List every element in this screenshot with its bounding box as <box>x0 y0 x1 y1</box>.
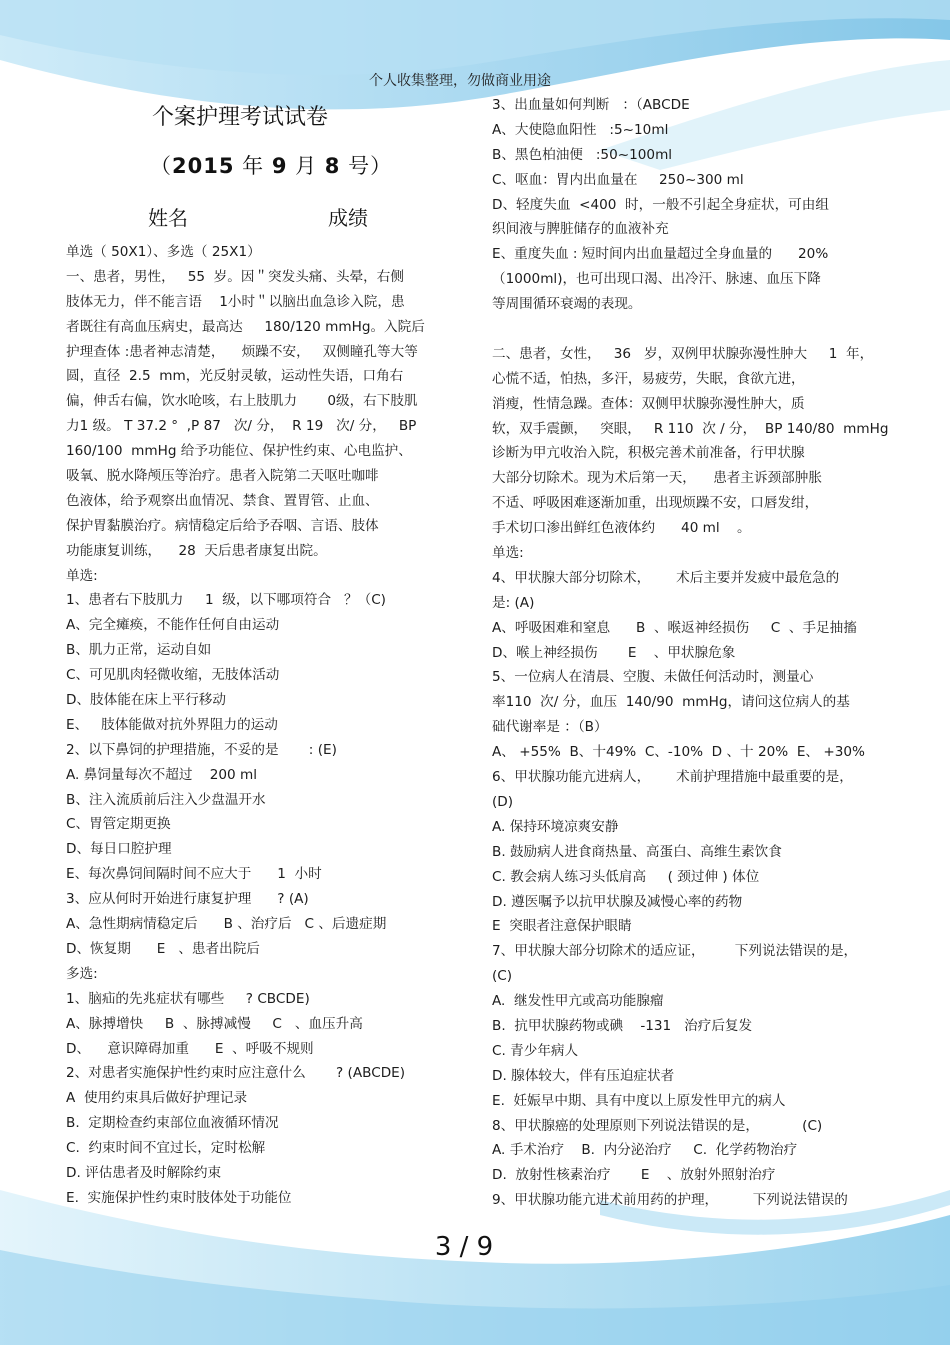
date-month-unit: 月 <box>287 154 325 178</box>
exam-date <box>150 150 392 180</box>
watermark-text: 个人收集整理，勿做商业用途 <box>369 73 551 89</box>
text-line: D、 意识障碍加重 E 、呼吸不规则 <box>66 1040 314 1057</box>
page-number: 3 / 9 <box>434 1232 494 1262</box>
text-line: A. 保持环境凉爽安静 <box>492 818 619 835</box>
text-line: B. 定期检查约束部位血液循环情况 <box>66 1115 279 1132</box>
text-line: 3、出血量如何判断 ：（ABCDE <box>492 97 690 113</box>
text-line: 诊断为甲亢收治入院，积极完善术前准备，行甲状腺 <box>492 445 805 462</box>
text-line: 不适、呼吸困难逐渐加重，出现烦躁不安，口唇发绀， <box>492 495 819 512</box>
text-line: (C) <box>492 968 513 985</box>
text-line: C、呕血：胃内出血量在 250~300 ml <box>492 171 744 188</box>
text-line: 础代谢率是 ：（B） <box>492 719 608 736</box>
text-line: 2、以下鼻饲的护理措施，不妥的是 : (E) <box>66 741 337 758</box>
text-line: B. 抗甲状腺药物或碘 -131 治疗后复发 <box>492 1017 753 1034</box>
text-line: A、完全瘫痪，不能作任何自由运动 <box>66 617 280 634</box>
text-line: 者既往有高血压病史，最高达 180/120 mmHg。入院后 <box>66 318 425 335</box>
score-label: 成绩 <box>328 206 368 230</box>
exam-title: 个案护理考试试卷 <box>151 105 328 130</box>
text-line: D. 腺体较大，伴有压迫症状者 <box>492 1067 675 1084</box>
name-label: 姓名 <box>148 206 188 230</box>
text-line: 大部分切除术。现为术后第一天， 患者主诉颈部肿胀 <box>492 470 822 487</box>
text-line: D. 遵医嘱予以抗甲状腺及减慢心率的药物 <box>492 893 743 910</box>
text-line: A 使用约束具后做好护理记录 <box>66 1090 248 1107</box>
text-line: 6、甲状腺功能亢进病人， 术前护理措施中最重要的是， <box>492 769 853 786</box>
text-line: C. 青少年病人 <box>492 1042 579 1059</box>
text-line: C、胃管定期更换 <box>66 816 171 833</box>
text-line: D. 评估患者及时解除约束 <box>66 1164 222 1181</box>
text-line: 软，双手震颤， 突眼， R 110 次 / 分， BP 140/80 mmHg <box>492 420 889 437</box>
text-line: E、 肢体能做对抗外界阻力的运动 <box>66 716 278 733</box>
text-line: E、重度失血 : 短时间内出血量超过全身血量的 20% <box>492 246 829 263</box>
text-line: 单选: <box>66 567 98 584</box>
text-line: E、每次鼻饲间隔时间不应大于 1 小时 <box>66 866 322 883</box>
date-month: 9 <box>271 154 288 178</box>
text-line: D、轻度失血 <400 时，一般不引起全身症状，可由组 <box>492 196 829 213</box>
text-line: 7、甲状腺大部分切除术的适应证， 下列说法错误的是， <box>492 943 858 960</box>
text-line: D、每日口腔护理 <box>66 841 172 858</box>
date-open: （ <box>150 154 172 178</box>
text-line: 偏，伸舌右偏，饮水呛咳，右上肢肌力 0级，右下肢肌 <box>66 393 418 410</box>
text-line: （1000ml)，也可出现口渴、出冷汗、脉速、血压下降 <box>492 271 821 288</box>
text-line: C、可见肌肉轻微收缩，无肢体活动 <box>66 667 280 684</box>
text-line: 9、甲状腺功能亢进术前用药的护理， 下列说法错误的 <box>492 1192 848 1209</box>
text-line: 等周围循环衰竭的表现。 <box>492 296 642 313</box>
text-line: 160/100 mmHg 给予功能位、保护性约束、心电监护、 <box>66 443 412 460</box>
date-day: 8 <box>324 154 341 178</box>
text-line: 保护胃黏膜治疗。病情稳定后给予吞咽、言语、肢体 <box>66 517 379 534</box>
text-line: 3、应从何时开始进行康复护理 ? (A) <box>66 891 309 908</box>
text-line: D、肢体能在床上平行移动 <box>66 692 226 709</box>
text-line: 5、一位病人在清晨、空腹、未做任何活动时，测量心 <box>492 669 814 686</box>
text-line: A、 +55% B、十49% C、-10% D 、十 20% E、 +30% <box>492 744 865 761</box>
text-line: 1、患者右下肢肌力 1 级，以下哪项符合 ？（C) <box>66 592 386 609</box>
text-line: A、大使隐血阳性 :5~10ml <box>492 121 669 138</box>
text-line: E 突眼者注意保护眼睛 <box>492 918 632 935</box>
text-line: A、呼吸困难和窒息 B 、喉返神经损伤 C 、手足抽搐 <box>492 619 857 636</box>
text-line: 功能康复训练， 28 天后患者康复出院。 <box>66 542 327 559</box>
right-column <box>492 93 912 1213</box>
text-line: B、肌力正常，运动自如 <box>66 642 212 659</box>
text-line: A. 继发性甲亢或高功能腺瘤 <box>492 993 664 1010</box>
text-line: C. 教会病人练习头低肩高 ( 颈过伸 ) 体位 <box>492 868 760 885</box>
text-line: E. 妊娠早中期、具有中度以上原发性甲亢的病人 <box>492 1092 786 1109</box>
text-line: 是: (A) <box>492 594 535 611</box>
text-line: 力1 级。 T 37.2 ° ,P 87 次/ 分， R 19 次/ 分， BP <box>66 418 417 435</box>
text-line: 织间液与脾脏储存的血液补充 <box>492 221 669 238</box>
text-line: 一、患者，男性， 55 岁。因＂突发头痛、头晕，右侧 <box>66 268 404 285</box>
text-line: A、脉搏增快 B 、脉搏减慢 C 、血压升高 <box>66 1015 363 1032</box>
date-close: 号） <box>340 154 393 178</box>
text-line: 肢体无力，伴不能言语 1小时＂以脑出血急诊入院，患 <box>66 293 405 310</box>
text-line: B、注入流质前后注入少盘温开水 <box>66 791 266 808</box>
text-line: A. 鼻饲量每次不超过 200 ml <box>66 766 258 783</box>
text-line: 色液体，给予观察出血情况、禁食、置胃管、止血、 <box>66 492 379 509</box>
blank-line <box>492 317 912 342</box>
text-line: A. 手术治疗 B. 内分泌治疗 C. 化学药物治疗 <box>492 1142 798 1159</box>
text-line: 吸氧、脱水降颅压等治疗。患者入院第二天呕吐咖啡 <box>66 468 379 485</box>
text-line: 多选: <box>66 965 98 982</box>
text-line: 率110 次/ 分，血压 140/90 mmHg，请问这位病人的基 <box>492 694 850 711</box>
text-line: B. 鼓励病人进食商热量、高蛋白、高维生素饮食 <box>492 843 782 860</box>
text-line: 手术切口渗出鲜红色液体约 40 ml 。 <box>492 520 751 537</box>
text-line: D、恢复期 E 、患者出院后 <box>66 940 260 957</box>
text-line: 2、对患者实施保护性约束时应注意什么 ? (ABCDE) <box>66 1065 406 1082</box>
text-line: 单选: <box>492 545 524 562</box>
text-line: D、喉上神经损伤 E 、甲状腺危象 <box>492 644 736 661</box>
text-line: 1、脑疝的先兆症状有哪些 ? CBCDE) <box>66 990 310 1007</box>
text-line: D. 放射性核素治疗 E 、放射外照射治疗 <box>492 1167 776 1184</box>
date-year: 2015 <box>172 154 235 178</box>
text-line: 护理查体 :患者神志清楚， 烦躁不安， 双侧瞳孔等大等 <box>66 343 418 360</box>
text-line: 二、患者，女性， 36 岁，双例甲状腺弥漫性肿大 1 年， <box>492 345 874 362</box>
text-line: 单选（ 50X1）、多选（ 25X1） <box>66 244 261 260</box>
text-line: C. 约束时间不宜过长，定时松解 <box>66 1140 266 1157</box>
text-line: 圆，直径 2.5 mm，光反射灵敏，运动性失语，口角右 <box>66 368 404 385</box>
text-line: E. 实施保护性约束时肢体处于功能位 <box>66 1189 292 1206</box>
text-line: 4、甲状腺大部分切除术， 术后主要并发疲中最危急的 <box>492 569 840 586</box>
text-line: (D) <box>492 793 514 810</box>
date-year-unit: 年 <box>234 154 272 178</box>
text-line: A、急性期病情稳定后 B 、治疗后 C 、后遗症期 <box>66 916 387 933</box>
text-line: B、黑色柏油便 :50~100ml <box>492 146 673 163</box>
left-column <box>66 240 466 1211</box>
text-line: 8、甲状腺癌的处理原则下列说法错误的是， (C) <box>492 1117 823 1134</box>
text-line: 消瘦，性情急躁。查体：双侧甲状腺弥漫性肿大，质 <box>492 395 805 412</box>
text-line: 心慌不适，怕热，多汗，易疲劳，失眠，食欲亢进， <box>492 370 805 387</box>
